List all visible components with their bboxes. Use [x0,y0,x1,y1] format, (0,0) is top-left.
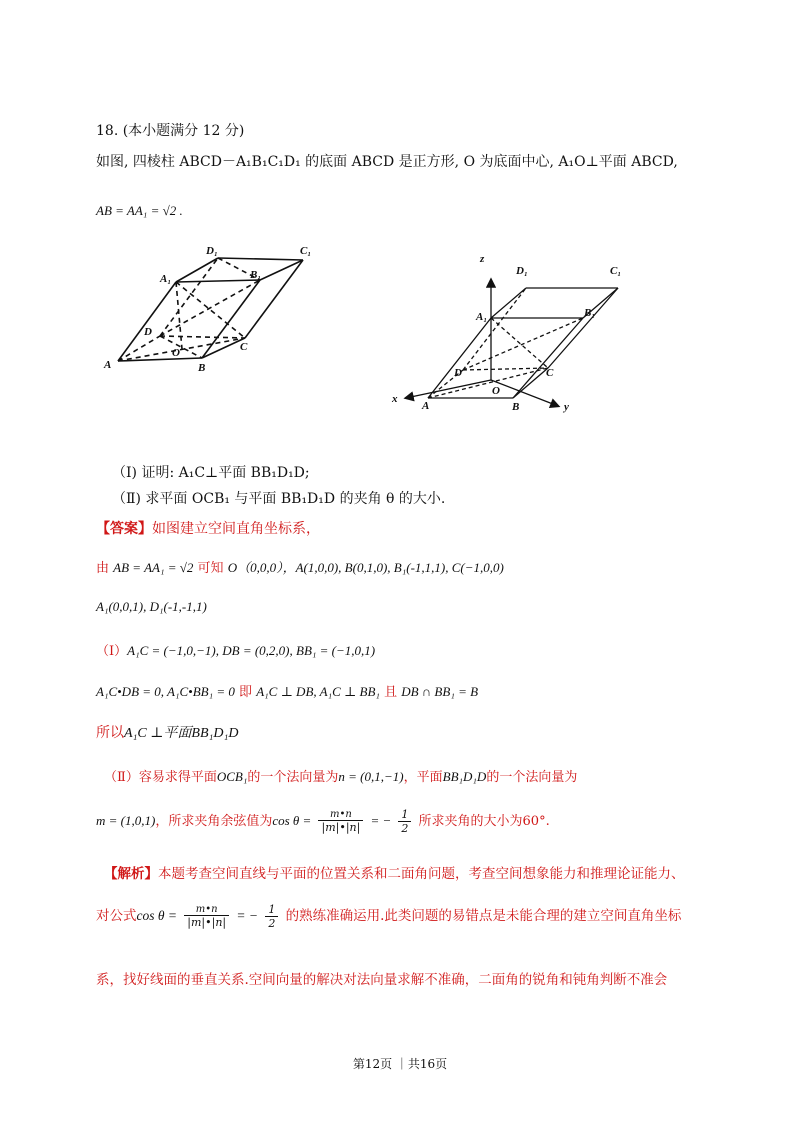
answer-part2-n: n = (0,1,−1) [338,769,404,784]
problem-stem: 如图, 四棱柱 ABCD－A₁B₁C₁D₁ 的底面 ABCD 是正方形, O 为底面中心, A₁O⊥平面 ABCD, [96,154,678,170]
fig2-label-A1: A₁ [476,311,488,323]
answer-line1 [96,557,504,576]
answer-line2: A₁(0,0,1), D₁(-1,-1,1) [96,599,207,614]
answer-part2-text4: 的一个法向量为 [486,770,578,785]
answer-part2-m: m = (1,0,1) [96,813,156,828]
answer-part1-perp: A₁C ⊥ DB, A₁C ⊥ BB₁ [256,684,380,699]
prism-figure-right [388,248,628,418]
answer-half-fraction [398,808,411,835]
part-one-question: （Ⅰ) 证明: A₁C⊥平面 BB₁D₁D; [112,465,310,481]
answer-line1-prefix: 由 [96,561,110,576]
fig2-label-A: A [422,400,430,412]
analysis-half-num: 1 [265,903,278,917]
answer-part2-text2: 的一个法向量为 [247,770,339,785]
answer-part1-concl-pre: 所以 [96,725,124,741]
analysis-frac-num: m•n [184,904,229,916]
answer-part2-text1: 容易求得平面 [138,770,217,785]
answer-part1-vectors: A₁C = (−1,0,−1), DB = (0,2,0), BB₁ = (−1,0,1) [127,643,376,658]
answer-part2-cos: cos θ = [272,813,312,828]
analysis-line1 [104,862,685,882]
answer-intro: 如图建立空间直角坐标系， [152,521,320,537]
fig2-label-B: B [512,401,520,413]
analysis-line3: 系，找好线面的垂直关系.空间向量的解决对法向量求解不准确，二面角的锐角和钝角判断不准会 [96,972,668,988]
answer-line1-coords: O（0,0,0），A(1,0,0), B(0,1,0), B₁(-1,1,1), C(−1,0,0) [227,560,504,575]
answer-part1-vectors-line [96,640,375,659]
analysis-half-den: 2 [268,917,276,930]
answer-part2-plane1: OCB₁ [216,769,248,784]
answer-line1-known: 可知 [197,561,224,576]
answer-part2-text5: ，所求夹角余弦值为 [155,814,273,829]
analysis-result: = − [236,908,259,923]
answer-part1-qie: 且 [384,685,398,700]
answer-part2-line2 [96,808,550,835]
answer-cos-fraction [318,809,363,834]
analysis-half-fraction [265,903,278,930]
analysis-tag: 【解析】 [104,866,158,882]
analysis-text1: 本题考查空间直线与平面的位置关系和二面角问题，考查空间想象能力和推理论证能力、 [158,866,685,882]
answer-part2-text3: ，平面 [403,770,443,785]
answer-intro-line [96,518,320,538]
answer-part2-result: = − [370,813,392,828]
fig2-label-C1: C₁ [610,265,622,277]
answer-part2-plane2: BB₁D₁D [442,769,487,784]
fig2-label-D1: D₁ [516,265,528,277]
fig1-label-B: B [198,362,206,374]
answer-part1-inter: DB ∩ BB₁ = B [401,684,479,699]
problem-header: 18. (本小题满分 12 分) [96,123,245,139]
fig2-label-B1: B₁ [584,307,596,319]
answer-part1-dots-line [96,681,478,700]
analysis-line2 [96,903,681,930]
fig2-label-x: x [392,393,398,405]
fig2-label-O: O [492,385,500,397]
fig2-label-y: y [564,401,569,413]
fig2-label-C: C [546,367,554,379]
fig1-label-A1: A₁ [160,273,172,285]
answer-tag: 【答案】 [96,521,152,537]
analysis-text2-pre: 对公式 [96,908,137,924]
answer-frac-den: |m|•|n| [321,821,361,834]
fig2-label-D: D [454,367,462,379]
answer-half-den: 2 [401,822,409,835]
problem-given: AB = AA₁ = √2 . [96,203,183,218]
prism-figure-left [100,238,330,378]
fig1-label-O: O [172,347,180,359]
answer-half-num: 1 [398,808,411,822]
fig1-label-C: C [240,341,248,353]
analysis-text2-post: 的熟练准确运用.此类问题的易错点是未能合理的建立空间直角坐标 [285,908,682,924]
answer-part2-line1 [104,766,577,785]
fig1-label-A: A [104,359,112,371]
fig1-label-D1: D₁ [206,245,218,257]
answer-part1-conclusion-line [96,722,238,742]
answer-frac-num: m•n [318,809,363,821]
page-footer: 第12页 ｜共16页 [352,1057,448,1071]
analysis-frac-den: |m|•|n| [187,916,227,929]
fig2-label-z: z [480,253,485,265]
analysis-cos: cos θ = [136,908,177,923]
answer-part1-label: （Ⅰ） [96,644,128,659]
answer-part1-dots: A₁C•DB = 0, A₁C•BB₁ = 0 [96,684,235,699]
answer-part2-label: （Ⅱ） [104,770,139,785]
fig1-label-B1: B₁ [250,269,262,281]
fig1-label-C1: C₁ [300,245,312,257]
answer-part1-ji: 即 [239,685,253,700]
answer-line1-eq: AB = AA₁ = √2 [113,560,194,575]
answer-part2-text6: 所求夹角的大小为60°. [418,814,550,829]
answer-part1-conclusion: A₁C ⊥平面BB₁D₁D [124,726,239,741]
part-two-question: （Ⅱ) 求平面 OCB₁ 与平面 BB₁D₁D 的夹角 θ 的大小. [112,491,446,507]
fig1-label-D: D [144,326,152,338]
analysis-cos-fraction [184,904,229,929]
